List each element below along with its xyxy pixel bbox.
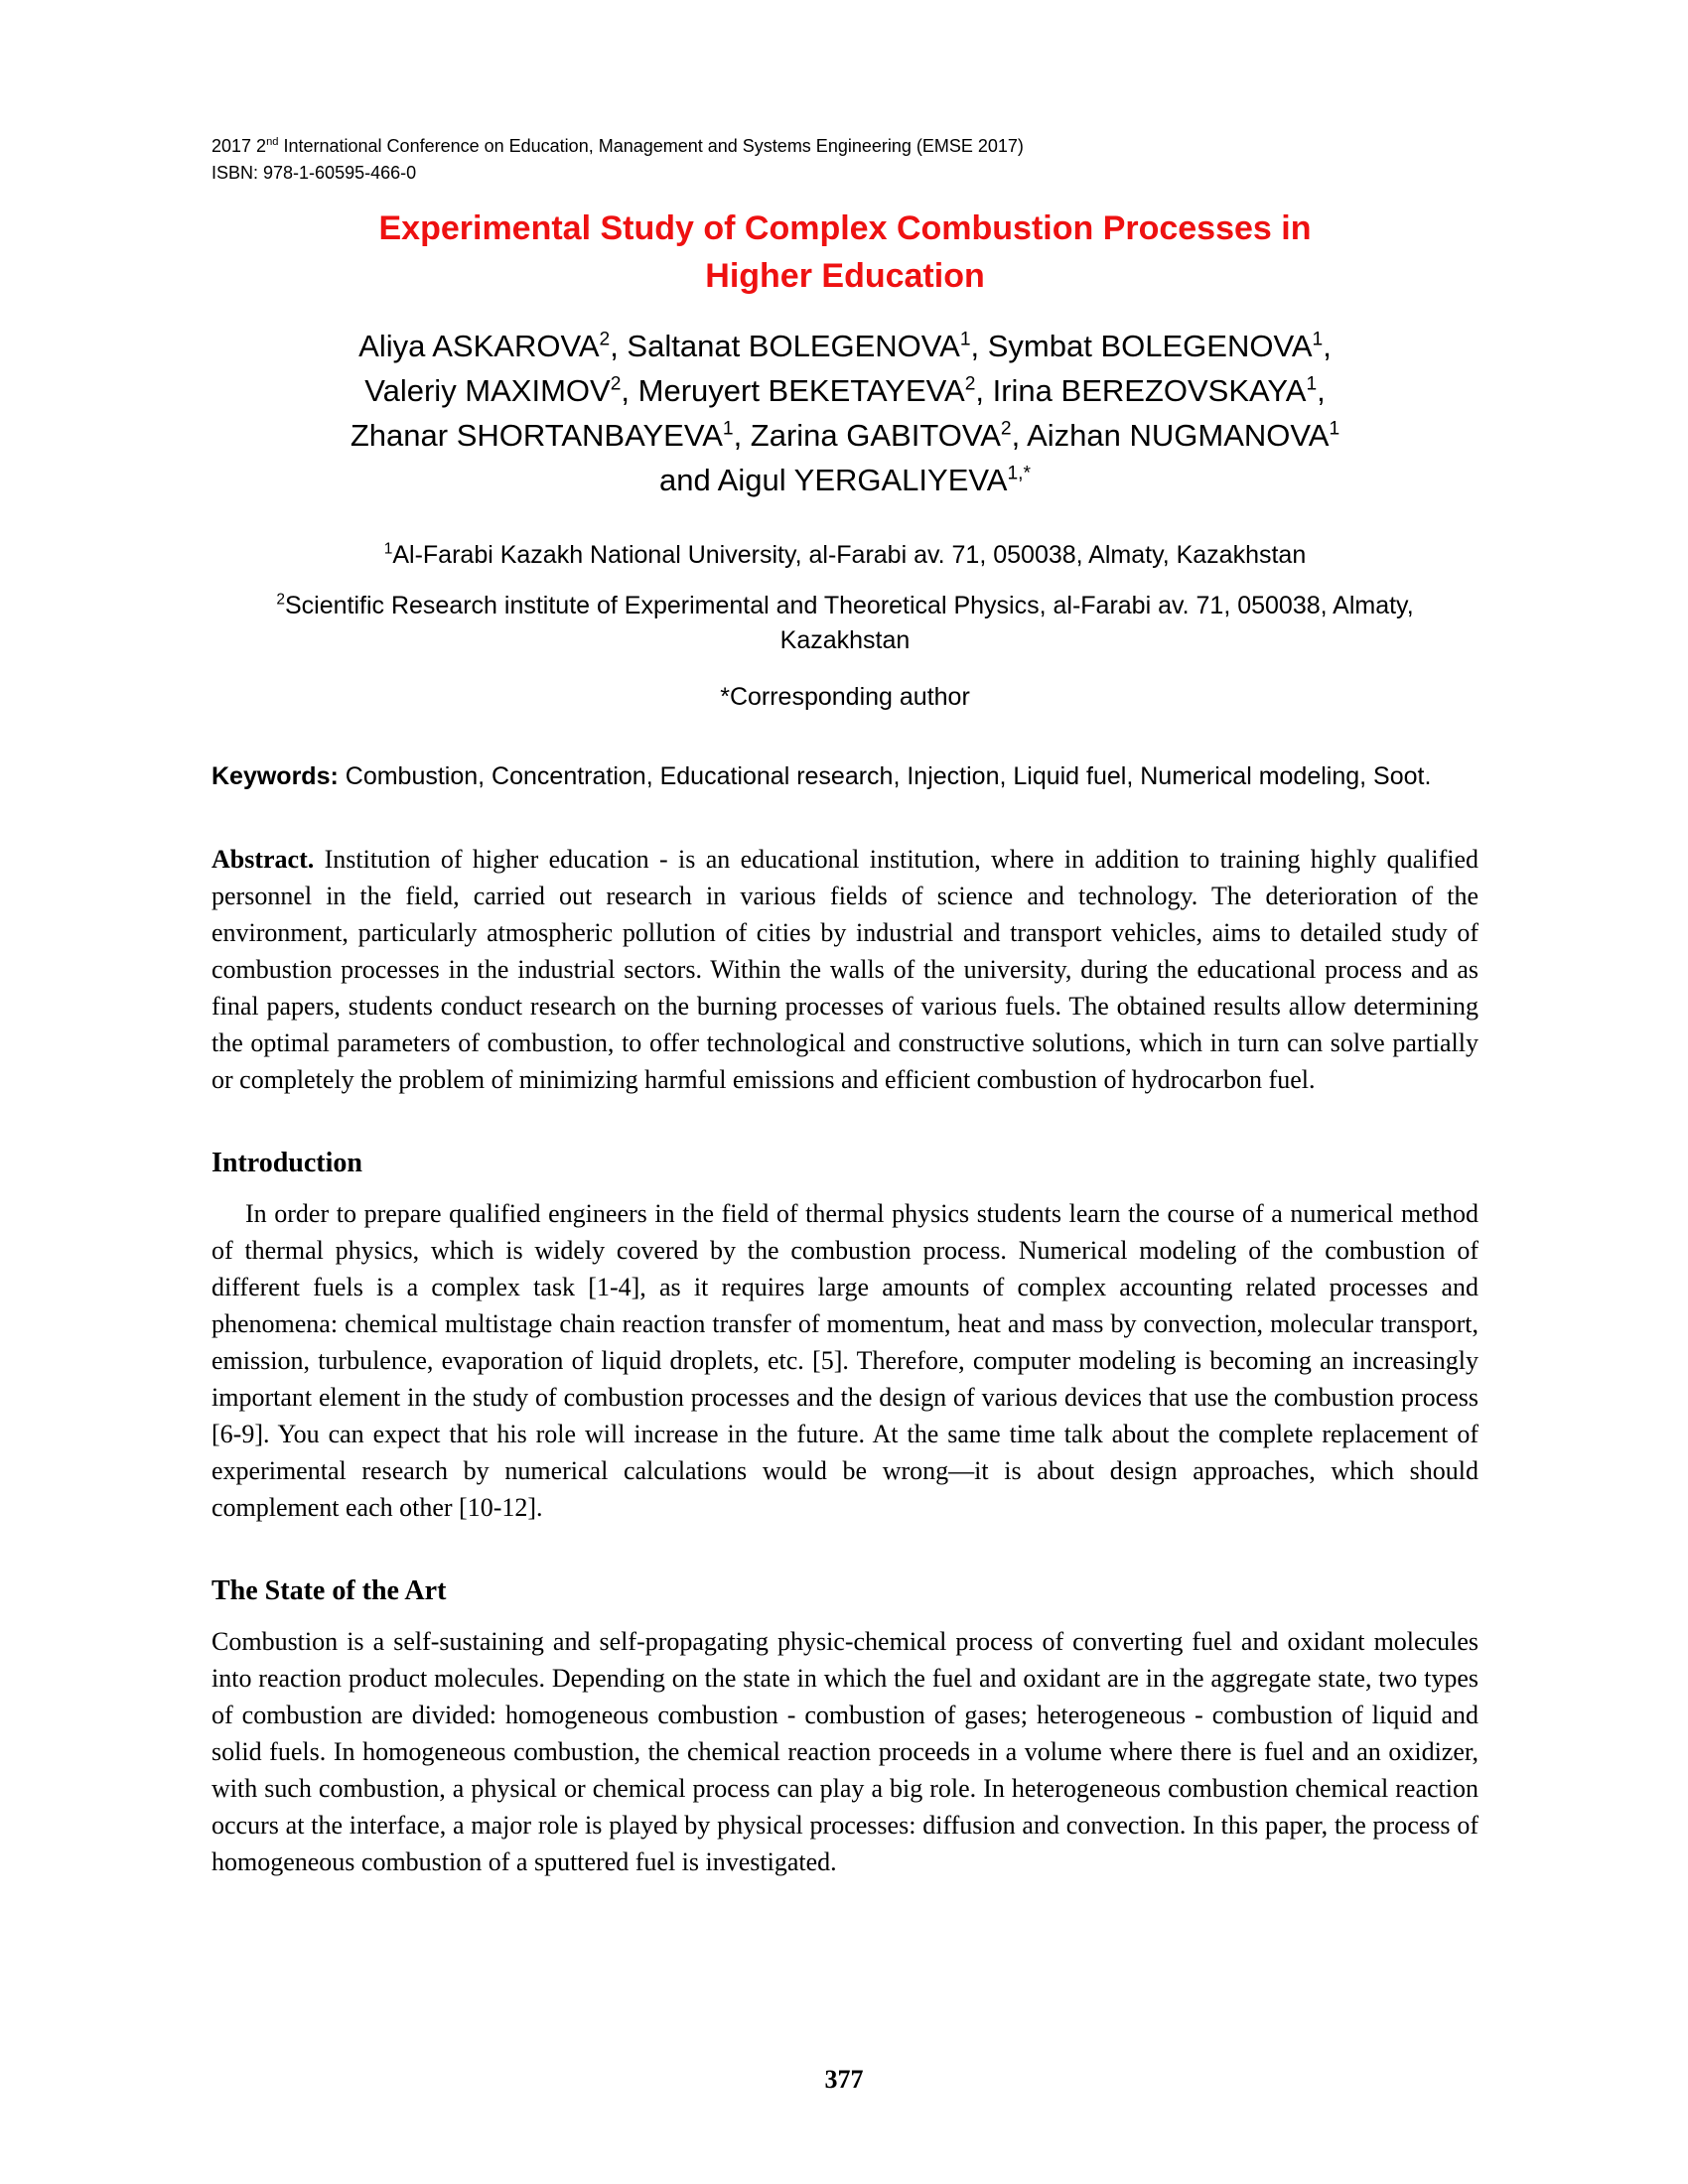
section-heading-state-of-the-art: The State of the Art [211, 1575, 447, 1606]
abstract-label: Abstract. [211, 845, 315, 874]
paper-title-line-2: Higher Education [705, 257, 985, 295]
keywords-text: Combustion, Concentration, Educational research, Injection, Liquid fuel, Numerical modeling, Soot. [345, 762, 1432, 790]
isbn-line: ISBN: 978-1-60595-466-0 [211, 163, 417, 183]
corresponding-author-note: *Corresponding author [720, 683, 970, 711]
authors-line: Zhanar SHORTANBAYEVA$^1$, Zarina GABITOVA$^2$, Aizhan NUGMANOVA$^1$ [350, 418, 1340, 453]
authors-line: Aliya ASKAROVA$^2$, Saltanat BOLEGENOVA$^1$, Symbat BOLEGENOVA$^1$, [358, 329, 1332, 363]
paper-title-line-1: Experimental Study of Complex Combustion Processes in [378, 209, 1312, 247]
section-heading-introduction: Introduction [211, 1148, 362, 1178]
conference-title-line: 2017 2nd International Conference on Education, Management and Systems Engineering (EMSE 2017) [211, 136, 1024, 156]
keywords-label: Keywords: [211, 762, 339, 790]
affiliation-2: $^2$Scientific Research institute of Experimental and Theoretical Physics, al-Farabi av. 71, 050038, Almaty, Kazakhstan [276, 591, 1414, 654]
keywords-paragraph [211, 758, 1478, 795]
abstract-text: Institution of higher education - is an educational institution, where in addition to training highly qualified personnel in the field, carried out research in various fields of science and technology. The deterioration of the environment, particularly atmospheric pollution of cities by industrial and transport vehicles, aims to detailed study of combustion processes in the industrial sectors. Within the walls of the university, during the educational process and as final papers, students conduct research on the burning processes of various fuels. The obtained results allow determining the optimal parameters of combustion, to offer technological and constructive solutions, which in turn can solve partially or completely the problem of minimizing harmful emissions and efficient combustion of hydrocarbon fuel. [211, 845, 1478, 1094]
paper-title [211, 205, 1478, 300]
affiliation-1: $^1$Al-Farabi Kazakh National University, al-Farabi av. 71, 050038, Almaty, Kazakhstan [383, 540, 1307, 569]
authors-line: and Aigul $YERGALIYEVA^{1,*}$ [659, 463, 1031, 497]
authors-block [211, 324, 1478, 502]
page-number: 377 [824, 2065, 864, 2094]
introduction-paragraph: In order to prepare qualified engineers in the field of thermal physics students learn the course of a numerical method of thermal physics, which is widely covered by the combustion process. Numerical modeling of the combustion of different fuels is a complex task [1-4], as it requires large amounts of complex accounting related processes and phenomena: chemical multistage chain reaction transfer of momentum, heat and mass by convection, molecular transport, emission, turbulence, evaporation of liquid droplets, etc. [5]. Therefore, computer modeling is becoming an increasingly important element in the study of combustion processes and the design of various devices that use the combustion process [6-9]. You can expect that his role will increase in the future. At the same time talk about the complete replacement of experimental research by numerical calculations would be wrong—it is about design approaches, which should complement each other [10-12]. [211, 1199, 1478, 1522]
state-of-the-art-paragraph: Combustion is a self-sustaining and self-propagating physic-chemical process of converting fuel and oxidant molecules into reaction product molecules. Depending on the state in which the fuel and oxidant are in the aggregate state, two types of combustion are divided: homogeneous combustion - combustion of gases; heterogeneous - combustion of liquid and solid fuels. In homogeneous combustion, the chemical reaction proceeds in a volume where there is fuel and an oxidizer, with such combustion, a physical or chemical process can play a big role. In heterogeneous combustion chemical reaction occurs at the interface, a major role is played by physical processes: diffusion and convection. In this paper, the process of homogeneous combustion of a sputtered fuel is investigated. [211, 1627, 1478, 1876]
abstract-paragraph [211, 841, 1478, 1098]
conference-header [211, 133, 1478, 187]
authors-line: Valeriy MAXIMOV$^2$, Meruyert BEKETAYEVA$^2$, Irina BEREZOVSKAYA$^1$, [364, 373, 1326, 408]
page-content [211, 0, 1478, 1880]
